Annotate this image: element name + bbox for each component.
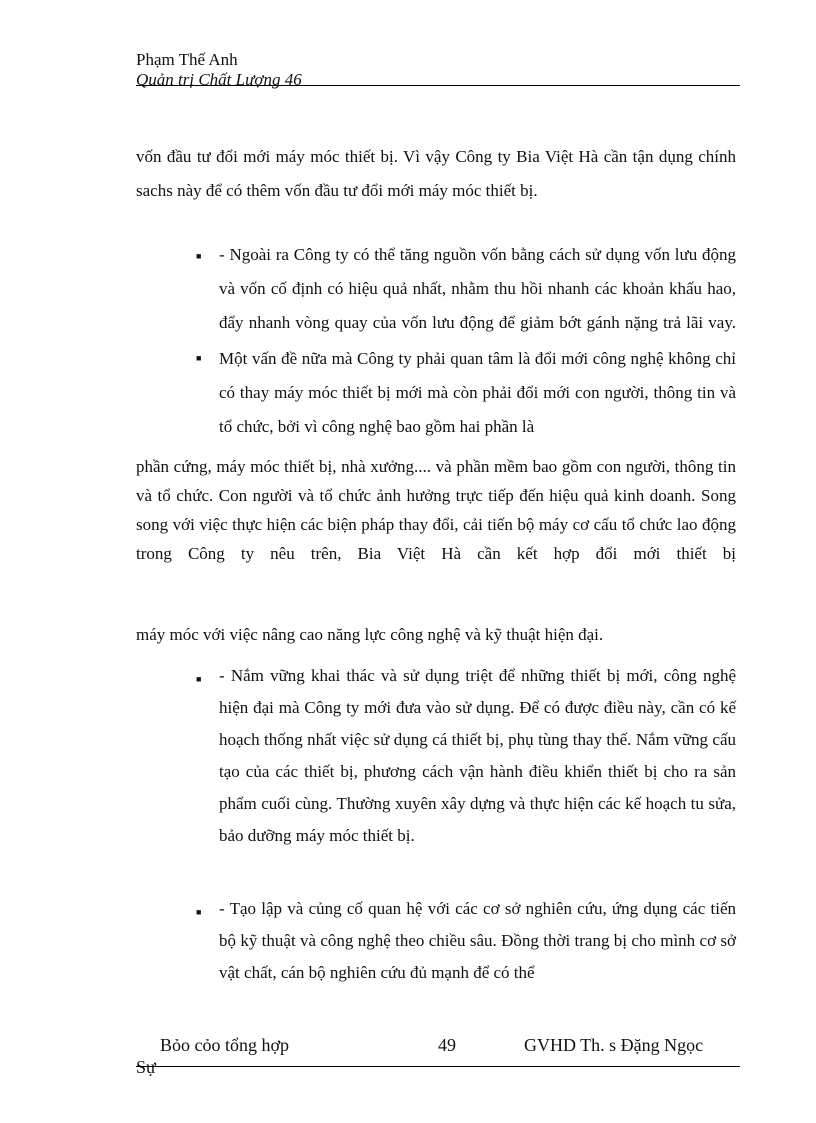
paragraph-2: phần cứng, máy móc thiết bị, nhà xưởng.... và phần mềm bao gồm con người, thông tin và tổ chức. Con người và tổ chức ảnh hưởng trực tiếp đến hiệu quả kinh doanh. Song song với việc thực hiện các biện pháp thay đổi, cải tiến bộ máy cơ cấu tổ chức lao động trong Công ty nêu trên, Bia Việt Hà cần kết hợp đổi mới thiết bị bbox=[136, 457, 736, 563]
bullet-icon: ■ bbox=[196, 907, 202, 917]
footer-supervisor-tail: Sự bbox=[136, 1057, 156, 1077]
bullet-paragraph-3: - Nắm vững khai thác và sử dụng triệt để những thiết bị mới, công nghệ hiện đại mà Công ty mới đưa vào sử dụng. Để có được điều này, cần có kế hoạch thống nhất việc sử dụng cá thiết bị, phụ tùng thay thế. Nắm vững cấu tạo của các thiết bị, phương cách vận hành điều khiển thiết bị cho ra sản phẩm cuối cùng. Thường xuyên xây dựng và thực hiện các kế hoạch tu sửa, bảo dưỡng máy móc thiết bị. bbox=[219, 666, 736, 845]
footer-divider bbox=[136, 1066, 740, 1067]
header-author: Phạm Thế Anh bbox=[136, 50, 238, 69]
header-course: Quản trị Chất Lượng 46 bbox=[136, 70, 302, 89]
bullet-icon: ■ bbox=[196, 674, 202, 684]
bullet-icon: ■ bbox=[196, 353, 202, 363]
paragraph-3: máy móc với việc nâng cao năng lực công nghệ và kỹ thuật hiện đại. bbox=[136, 625, 604, 644]
footer-report-title: Bỏo cỏo tổng hợp bbox=[160, 1035, 290, 1055]
paragraph-1: vốn đầu tư đổi mới máy móc thiết bị. Vì vậy Công ty Bia Việt Hà cần tận dụng chính sachs này để có thêm vốn đầu tư đổi mới máy móc thiết bị. bbox=[136, 147, 736, 200]
bullet-paragraph-2: Một vấn đề nữa mà Công ty phải quan tâm là đổi mới công nghệ không chỉ có thay máy móc thiết bị mới mà còn phải đổi mới con người, thông tin và tổ chức, bởi vì công nghệ bao gồm hai phần là bbox=[219, 349, 736, 436]
bullet-icon: ■ bbox=[196, 251, 202, 261]
footer-supervisor: GVHD Th. s Đặng Ngọc bbox=[524, 1035, 704, 1055]
header-divider bbox=[136, 85, 740, 86]
page-header bbox=[136, 50, 740, 90]
bullet-paragraph-1: - Ngoài ra Công ty có thể tăng nguồn vốn bằng cách sử dụng vốn lưu động và vốn cố định có hiệu quả nhất, nhằm thu hồi nhanh các khoản khấu hao, đẩy nhanh vòng quay của vốn lưu động để giảm bớt gánh nặng trả lãi vay. bbox=[219, 245, 736, 332]
page-number: 49 bbox=[438, 1035, 456, 1055]
bullet-paragraph-4: - Tạo lập và củng cố quan hệ với các cơ sở nghiên cứu, ứng dụng các tiến bộ kỹ thuật và công nghệ theo chiều sâu. Đồng thời trang bị cho mình cơ sở vật chất, cán bộ nghiên cứu đủ mạnh để có thể bbox=[219, 899, 736, 982]
